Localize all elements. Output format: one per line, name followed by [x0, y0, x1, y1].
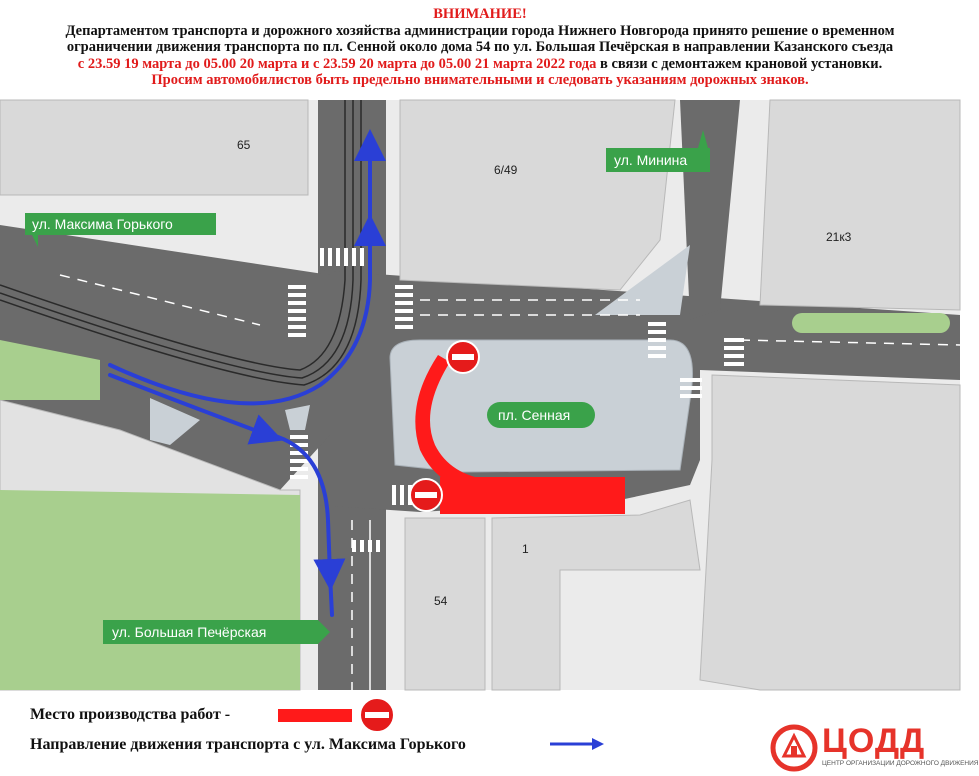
notice-reason: в связи с демонтажем крановой установки.: [596, 55, 883, 72]
legend-no-entry-icon: [358, 696, 396, 734]
route-south-end: [330, 575, 332, 615]
park-east-strip: [792, 313, 950, 333]
street-label-sennaya: [487, 402, 595, 428]
street-label-minina-text: ул. Минина: [614, 152, 688, 168]
notice-line-4: Просим автомобилистов быть предельно внимательными и следовать указаниям дорожных знаков.: [151, 72, 809, 88]
building-6-49: [400, 100, 675, 290]
building-number-65: 65: [237, 138, 251, 152]
building-number-54: 54: [434, 594, 448, 608]
notice-line-1: Департаментом транспорта и дорожного хозяйства администрации города Нижнего Новгорода принято решение о временном: [65, 22, 895, 39]
notice-line-2: ограничении движения транспорта по пл. Сенной около дома 54 по ул. Большая Печёрская в направлении Казанского съезда: [66, 39, 894, 55]
building-number-6-49: 6/49: [494, 163, 518, 177]
street-label-sennaya-text: пл. Сенная: [498, 407, 571, 423]
works-zone-bar: [440, 477, 625, 514]
legend-works-bar: [278, 709, 352, 722]
park-south-west: [0, 490, 300, 690]
building-number-21k3: 21к3: [826, 230, 852, 244]
building-right-lower: [700, 375, 960, 690]
no-entry-sign-south-icon: [410, 479, 442, 511]
legend-route-arrow-icon: [548, 736, 606, 752]
legend-works-label: Место производства работ -: [30, 706, 231, 723]
street-label-gorkogo-text: ул. Максима Горького: [32, 216, 173, 232]
notice-title: ВНИМАНИЕ!: [433, 6, 527, 22]
building-65: [0, 100, 308, 195]
logo-subtitle: ЦЕНТР ОРГАНИЗАЦИИ ДОРОЖНОГО ДВИЖЕНИЯ: [822, 760, 979, 767]
logo-codd-icon: [770, 724, 818, 772]
logo-codd: [770, 722, 979, 772]
building-number-1: 1: [522, 542, 529, 556]
legend-route-label: Направление движения транспорта с ул. Максима Горького: [30, 736, 466, 753]
notice-header: [0, 0, 960, 100]
street-label-pecherskaya-text: ул. Большая Печёрская: [112, 624, 267, 640]
notice-line-3: [0, 56, 960, 73]
street-label-pecherskaya: [103, 620, 330, 644]
notice-dates: с 23.59 19 марта до 05.00 20 марта и с 23.59 20 марта до 05.00 21 марта 2022 года: [77, 55, 597, 72]
intersection-map: [0, 100, 960, 690]
logo-name: ЦОДД: [822, 722, 926, 760]
building-21k3: [760, 100, 960, 310]
no-entry-sign-north-icon: [447, 341, 479, 373]
